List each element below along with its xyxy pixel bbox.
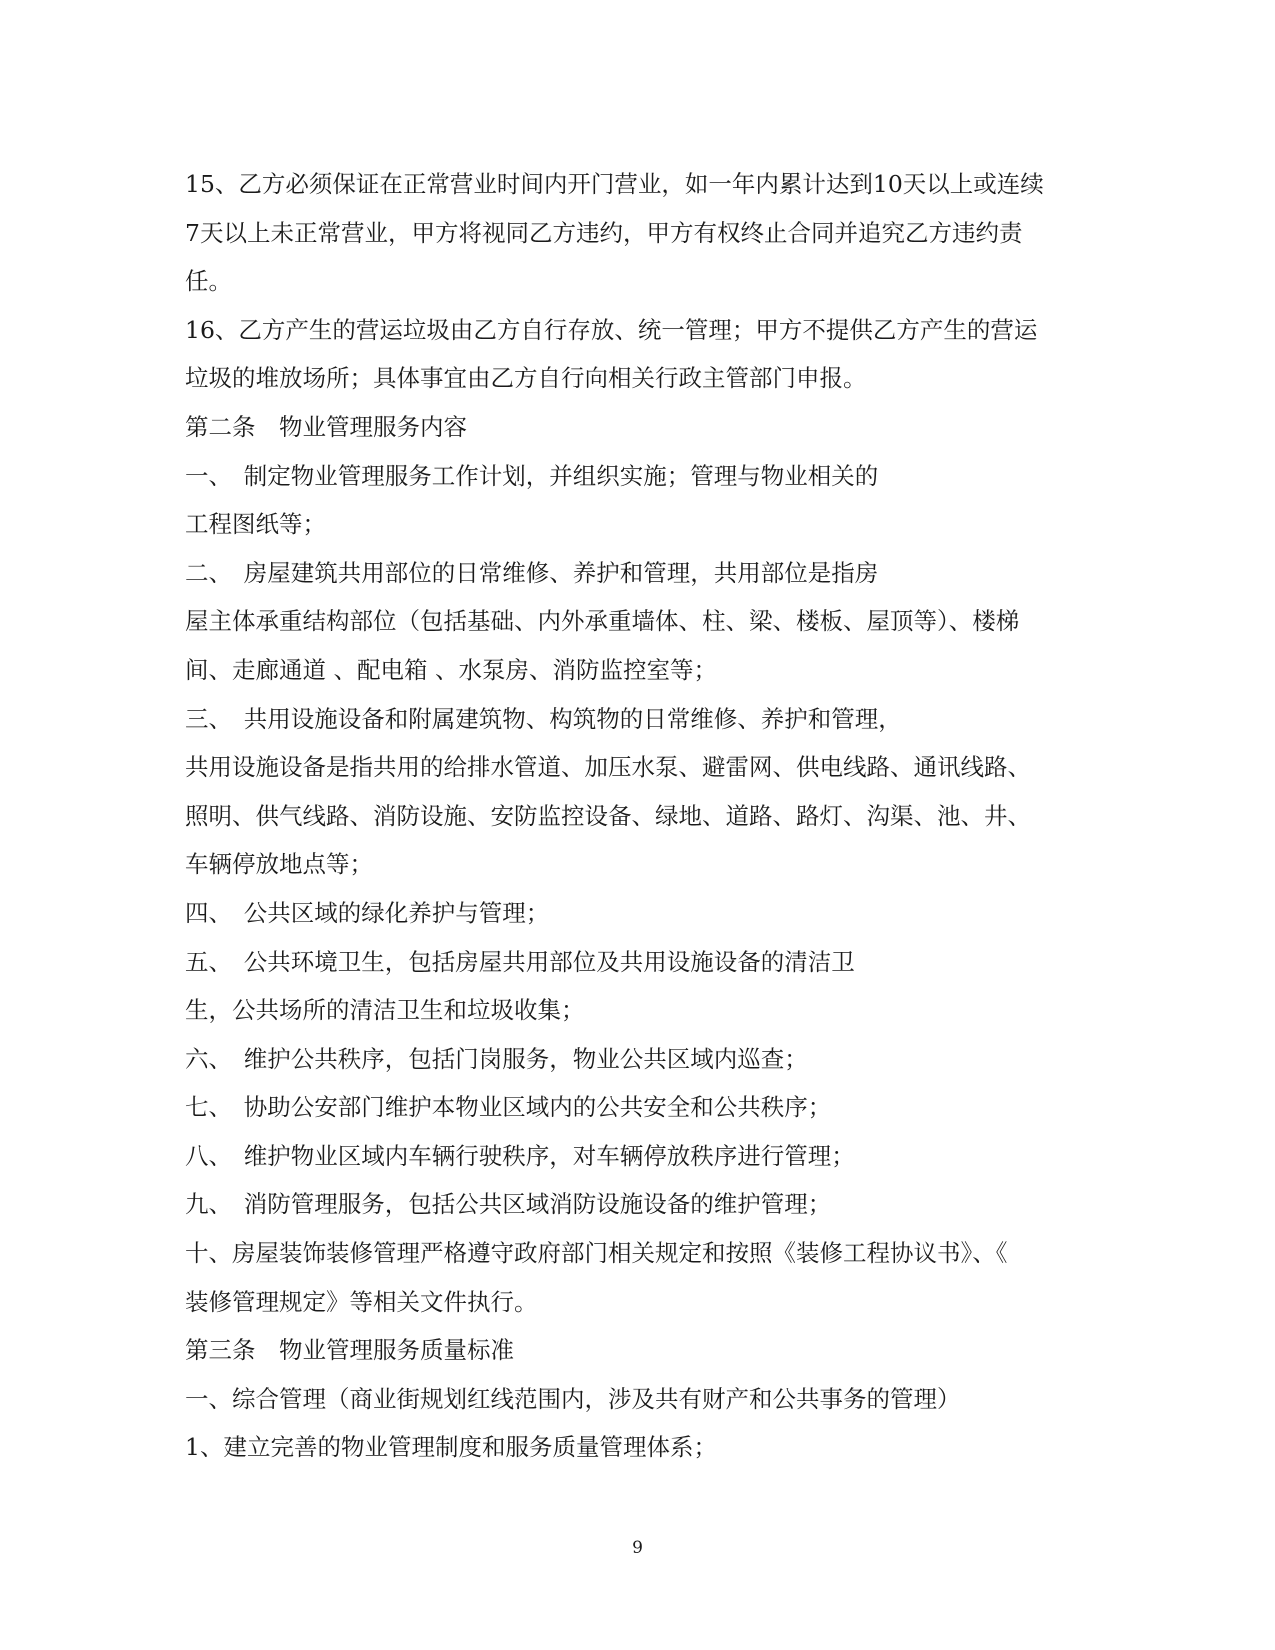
- text-line: 四、 公共区域的绿化养护与管理；: [185, 898, 550, 927]
- text-line: 共用设施设备是指共用的给排水管道、加压水泵、避雷网、供电线路、通讯线路、: [185, 753, 1031, 782]
- text-line: 六、 维护公共秩序，包括门岗服务，物业公共区域内巡查；: [185, 1044, 808, 1073]
- text-line: 九、 消防管理服务，包括公共区域消防设施设备的维护管理；: [185, 1190, 832, 1219]
- text-line: 工程图纸等；: [185, 510, 326, 539]
- text-line: 七、 协助公安部门维护本物业区域内的公共安全和公共秩序；: [185, 1093, 832, 1122]
- text-line: 三、 共用设施设备和附属建筑物、构筑物的日常维修、养护和管理，: [185, 704, 902, 733]
- text-line: 一、 制定物业管理服务工作计划，并组织实施；管理与物业相关的: [185, 461, 879, 490]
- text-line: 任。: [185, 267, 232, 296]
- text-line: 生，公共场所的清洁卫生和垃圾收集；: [185, 996, 585, 1025]
- text-line: 垃圾的堆放场所；具体事宜由乙方自行向相关行政主管部门申报。: [185, 364, 867, 393]
- text-line: 16、乙方产生的营运垃圾由乙方自行存放、统一管理；甲方不提供乙方产生的营运: [185, 315, 1038, 344]
- text-line: 间、走廊通道 、配电箱 、水泵房、消防监控室等；: [185, 655, 717, 684]
- text-line: 十、房屋装饰装修管理严格遵守政府部门相关规定和按照《装修工程协议书》、《: [185, 1239, 1008, 1268]
- text-line: 照明、供气线路、消防设施、安防监控设备、绿地、道路、路灯、沟渠、池、井、: [185, 801, 1031, 830]
- text-line: 一、综合管理（商业街规划红线范围内，涉及共有财产和公共事务的管理）: [185, 1384, 961, 1413]
- section-heading: 第三条 物业管理服务质量标准: [185, 1336, 514, 1365]
- text-line: 1、建立完善的物业管理制度和服务质量管理体系；: [185, 1433, 717, 1462]
- text-line: 屋主体承重结构部位（包括基础、内外承重墙体、柱、梁、楼板、屋顶等）、楼梯: [185, 607, 1020, 636]
- section-heading: 第二条 物业管理服务内容: [185, 412, 467, 441]
- text-line: 二、 房屋建筑共用部位的日常维修、养护和管理，共用部位是指房: [185, 558, 879, 587]
- text-line: 五、 公共环境卫生，包括房屋共用部位及共用设施设备的清洁卫: [185, 947, 855, 976]
- text-line: 车辆停放地点等；: [185, 850, 373, 879]
- text-line: 八、 维护物业区域内车辆行驶秩序，对车辆停放秩序进行管理；: [185, 1141, 855, 1170]
- document-body: [185, 160, 1100, 1472]
- text-line: 装修管理规定》等相关文件执行。: [185, 1287, 538, 1316]
- text-line: 7天以上未正常营业，甲方将视同乙方违约，甲方有权终止合同并追究乙方违约责: [185, 218, 1023, 247]
- page-number: 9: [632, 1538, 643, 1558]
- text-line: 15、乙方必须保证在正常营业时间内开门营业，如一年内累计达到10天以上或连续: [185, 170, 1044, 198]
